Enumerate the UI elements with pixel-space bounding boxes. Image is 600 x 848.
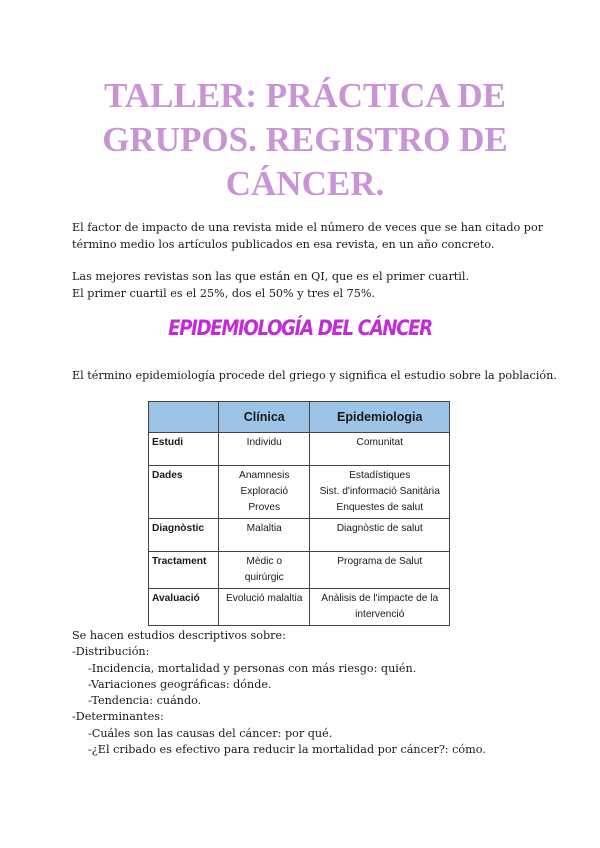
epidemiologia-cell [310,519,450,552]
page-title [70,74,540,206]
list-item: -Tendencia: cuándo. [88,694,202,708]
row-label: Estudi [149,433,219,466]
cell-line: Proves [248,502,281,513]
epidemiologia-cell [310,466,450,519]
paragraph-line: término medio los artículos publicados en esa revista, en un año concreto. [72,238,495,251]
cell-line: Estadístiques [349,470,411,481]
cell-line: Exploració [240,486,289,497]
table-row [149,433,450,466]
row-label: Dades [149,466,219,519]
comparison-table [148,401,450,626]
cell-line: Enquestes de salut [336,502,424,513]
row-label: Tractament [149,552,219,589]
table-row [149,552,450,589]
paragraph-line: El factor de impacto de una revista mide el número de veces que se han citado por [72,221,544,234]
title-line-3: CÁNCER. [225,164,385,203]
clinica-cell [219,589,310,626]
list-intro: Se hacen estudios descriptivos sobre: [72,629,286,642]
cell-line: Comunitat [356,437,403,448]
clinica-cell [219,466,310,519]
epidemiologia-cell [310,589,450,626]
cell-line: Anamnesis [239,470,290,481]
list-heading-determinantes: -Determinantes: [72,710,164,724]
epidemiologia-cell [310,552,450,589]
clinica-cell [219,519,310,552]
clinica-cell [219,552,310,589]
table-row [149,589,450,626]
list-item: -Variaciones geográficas: dónde. [88,677,272,691]
header-cell-clinica: Clínica [219,402,310,433]
quartile-paragraph [72,268,542,302]
definition-paragraph [72,367,557,384]
row-label: Avaluació [149,589,219,626]
cell-line: Programa de Salut [337,556,423,567]
title-line-1: TALLER: PRÁCTICA DE [104,76,506,115]
table-row [149,466,450,519]
cell-line: Anàlisis de l'impacte de la [321,593,439,604]
header-cell-empty [149,402,219,433]
cell-line: intervenció [355,609,405,620]
table-header-row [149,402,450,433]
table-row [149,519,450,552]
paragraph-line: El primer cuartil es el 25%, dos el 50% y tres el 75%. [72,287,376,300]
cell-line: Diagnòstic de salut [336,523,423,534]
row-label: Diagnòstic [149,519,219,552]
paragraph-line: Las mejores revistas son las que están en QI, que es el primer cuartil. [72,270,470,283]
title-line-2: GRUPOS. REGISTRO DE [102,120,508,159]
header-cell-epidemiologia: Epidemiologia [310,402,450,433]
epidemiologia-cell [310,433,450,466]
cell-line: Evolució malaltia [226,593,303,604]
list-item: -¿El cribado es efectivo para reducir la mortalidad por cáncer?: cómo. [88,743,486,757]
cell-line: Mèdic o [246,556,283,567]
cell-line: Malaltia [246,523,282,534]
cell-line: Individu [246,437,282,448]
cell-line: Sist. d'informació Sanitària [319,486,440,497]
cell-line: quirúrgic [244,572,284,583]
section-heading: EPIDEMIOLOGÍA DEL CÁNCER [168,316,432,340]
clinica-cell [219,433,310,466]
list-item: -Cuáles son las causas del cáncer: por qué. [88,726,333,740]
paragraph-line: El término epidemiología procede del griego y significa el estudio sobre la población. [72,369,557,382]
impact-factor-paragraph [72,219,542,253]
list-item: -Incidencia, mortalidad y personas con más riesgo: quién. [88,661,417,675]
list-heading-distribucion: -Distribución: [72,645,150,659]
descriptive-studies-list [72,628,542,758]
